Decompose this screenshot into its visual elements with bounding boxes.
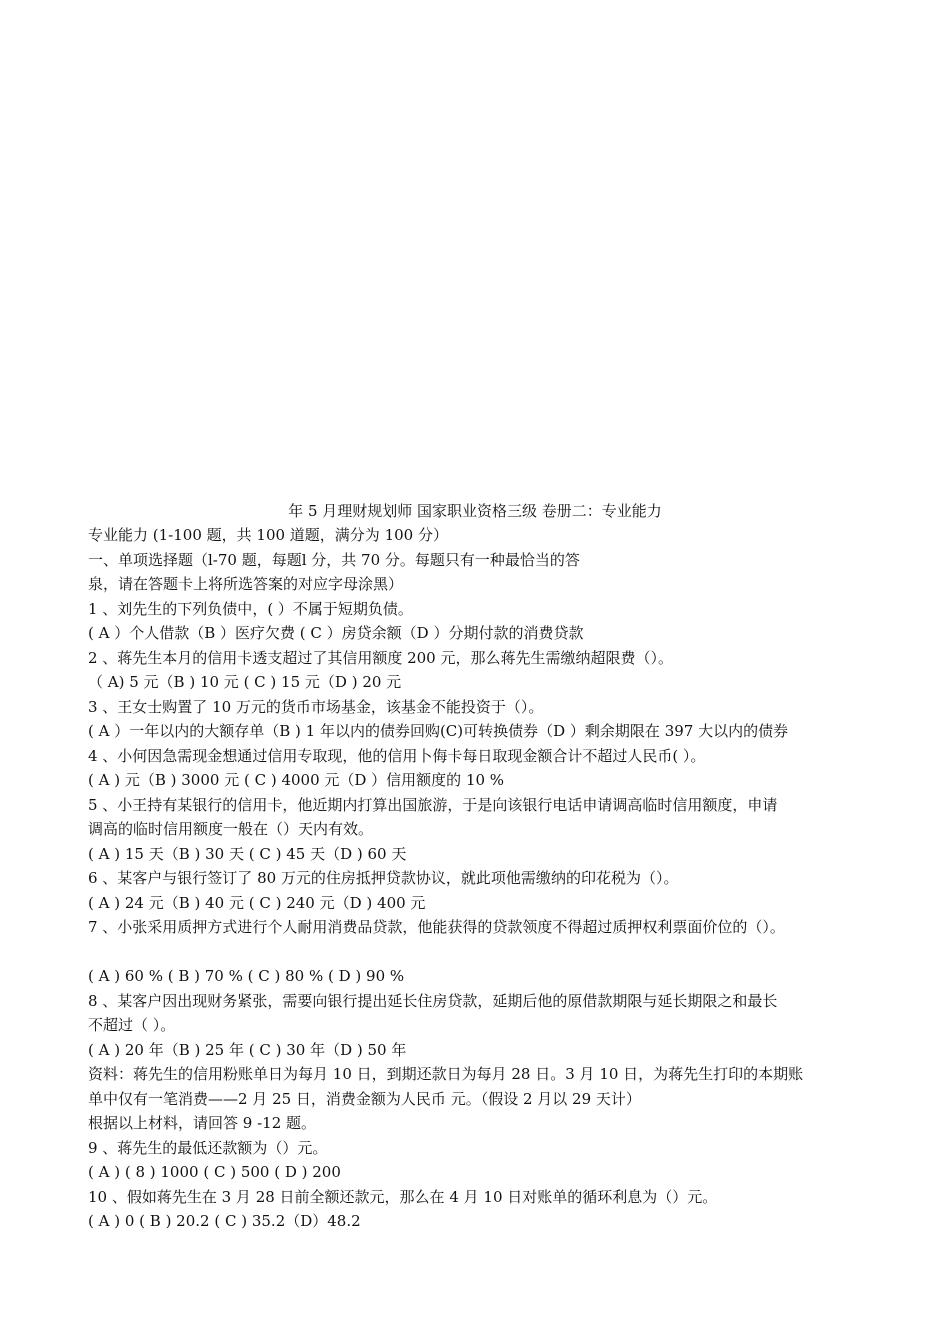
text-line: ( A ) 20 年（B ) 25 年 ( C ) 30 年（D ) 50 年 (88, 1040, 407, 1059)
document-title: 年 5 月理财规划师 国家职业资格三级 卷册二：专业能力 (288, 502, 662, 520)
text-line: 1 、刘先生的下列负债中，( ）不属于短期负债。 (88, 599, 413, 618)
document-body (88, 523, 888, 1234)
text-line: ( A ) ( 8 ) 1000 ( C ) 500 ( D ) 200 (88, 1163, 341, 1181)
text-line: 10 、假如蒋先生在 3 月 28 日前全额还款元，那么在 4 月 10 日对账单的循环利息为（）元。 (88, 1187, 718, 1206)
text-line: ( A ) 60 % ( B ) 70 % ( C ) 80 % ( D ) 90 % (88, 967, 405, 985)
text-line: 调高的临时信用额度一般在（）天内有效。 (88, 820, 374, 838)
text-line: 资料：蒋先生的信用粉账单日为每月 10 日，到期还款日为每月 28 日。3 月 10 日，为蒋先生打印的本期账 (88, 1065, 804, 1083)
blank-line (88, 940, 888, 965)
text-line: 9 、蒋先生的最低还款额为（）元。 (88, 1138, 328, 1157)
text-line: 6 、某客户与银行签订了 80 万元的住房抵押贷款协议，就此项他需缴纳的印花税为（）。 (88, 869, 679, 887)
text-line: 根据以上材料，请回答 9 -12 题。 (88, 1114, 317, 1132)
text-line: 专业能力 (1-100 题，共 100 道题，满分为 100 分） (88, 526, 448, 544)
text-line: 8 、某客户因出现财务紧张，需要向银行提出延长住房贷款，延期后他的原借款期限与延长期限之和最长 (88, 991, 778, 1010)
text-line: 4 、小何因急需现金想通过信用专取现，他的信用卜侮卡每日取现金额合计不超过人民币( ）。 (88, 746, 706, 765)
text-line: （ A) 5 元（B ) 10 元 ( C ) 15 元（D ) 20 元 (88, 673, 402, 691)
text-line: 5 、小王持有某银行的信用卡，他近期内打算出国旅游，于是向该银行电话申请调高临时信用额度，申请 (88, 795, 778, 814)
text-line: 7 、小张采用质押方式进行个人耐用消费品贷款，他能获得的贷款领度不得超过质押权利票面价位的（）。 (88, 918, 785, 936)
text-line: 一、单项选择题（l-70 题，每题l 分，共 70 分。每题只有一种最恰当的答 (88, 550, 580, 569)
text-line: ( A ）一年以内的大额存单（B ) 1 年以内的债券回购(C)可转换债券（D ）剩余期限在 397 大以内的债券 (88, 722, 789, 740)
text-line: 单中仅有一笔消费——2 月 25 日，消费金额为人民币 元。（假设 2 月以 29 天计） (88, 1089, 641, 1108)
text-line: 泉，请在答题卡上将所选答案的对应字母涂黑） (88, 575, 404, 593)
text-line: ( A ) 0 ( B ) 20.2 ( C ) 35.2（D）48.2 (88, 1212, 361, 1230)
text-line: 2 、蒋先生本月的信用卡透支超过了其信用额度 200 元，那么蒋先生需缴纳超限费（）。 (88, 648, 673, 667)
text-line: ( A ) 元（B ) 3000 元 ( C ) 4000 元（D ）信用额度的 10 % (88, 771, 505, 789)
text-line: 3 、王女士购置了 10 万元的货币市场基金，该基金不能投资于（）。 (88, 697, 544, 716)
text-line: ( A ) 24 元（B ) 40 元 ( C ) 240 元（D ) 400 元 (88, 893, 426, 912)
text-line: ( A ) 15 天（B ) 30 天 ( C ) 45 天（D ) 60 天 (88, 844, 407, 863)
text-line: 不超过（ ）。 (88, 1016, 176, 1034)
text-line: ( A ）个人借款（B ）医疗欠费 ( C ）房贷余额（D ）分期付款的消费贷款 (88, 624, 584, 642)
